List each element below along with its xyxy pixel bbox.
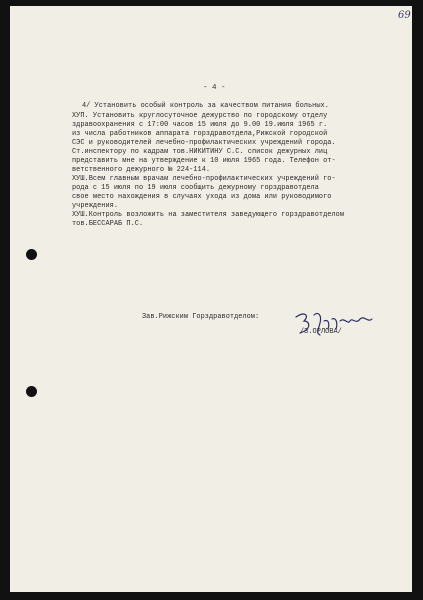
document-page — [10, 6, 412, 592]
body-line: ХУП. Установить круглосуточное дежурство по городскому отделу — [72, 112, 328, 120]
body-line: ветственного дежурного № 224-114. — [72, 166, 211, 174]
body-line: Ст.инспектору по кадрам тов.НИКИТИНУ С.С. список дежурных лиц — [72, 148, 328, 156]
signature-title: Зав.Рижским Горздравотделом: — [142, 313, 260, 321]
body-line: ХУШ.Контроль возложить на заместителя заведующего горздравотделом — [72, 211, 345, 219]
handwritten-signature — [290, 307, 380, 343]
signatory-name: /З.ОРЛОВА/ — [300, 328, 342, 336]
body-line: свое место нахождения в случаях ухода из дома или руководимого — [72, 193, 332, 201]
body-line: учреждения. — [72, 202, 119, 210]
body-line: из числа работников аппарата горздравотдела,Рижской городской — [72, 130, 328, 138]
body-line: здравоохранения с 17:00 часов 15 июля до 9.00 19.июля 1965 г. — [72, 121, 328, 129]
body-line: представить мне на утверждение к 10 июля 1965 года. Телефон от- — [72, 157, 336, 165]
body-line: рода с 15 июля по 19 июля сообщить дежурному горздравотдела — [72, 184, 319, 192]
body-line: тов.БЕССАРАБ П.С. — [72, 220, 144, 228]
punch-hole — [26, 249, 37, 260]
folio-number: 69 — [398, 10, 411, 21]
body-line: 4/ Установить особый контроль за качеством питания больных. — [82, 102, 329, 110]
page-number: - 4 - — [203, 84, 226, 92]
body-line: СЭС и руководителей лечебно-профилактических учреждений города. — [72, 139, 336, 147]
punch-hole — [26, 386, 37, 397]
body-line: ХУШ.Всем главным врачам лечебно-профилактических учреждений го- — [72, 175, 336, 183]
